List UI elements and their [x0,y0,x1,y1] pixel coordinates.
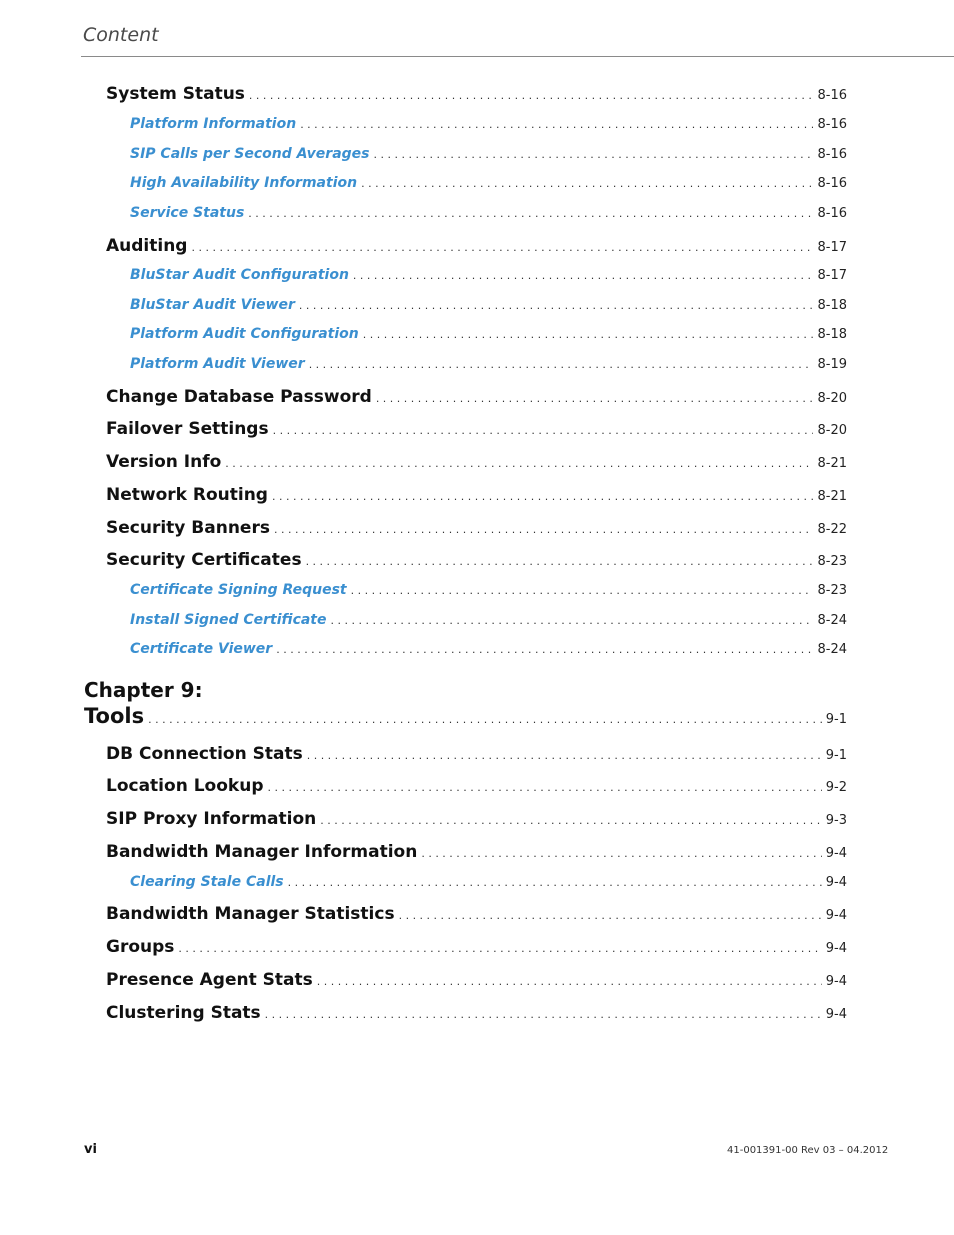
dot-leader [376,392,814,405]
toc-entry-page: 8-24 [817,613,847,628]
toc-entry-auditing[interactable] [106,236,847,256]
dot-leader [273,424,814,437]
dot-leader [317,975,822,988]
toc-entry-page: 9-4 [825,1007,847,1022]
toc-entry-page: 8-16 [817,176,847,191]
toc-entry-title: SIP Proxy Information [106,809,317,829]
toc-entry-platform-audit-viewer[interactable] [130,356,847,372]
toc-entry-page: 8-17 [817,268,847,283]
dot-leader [225,457,813,470]
dot-leader [148,713,822,726]
toc-entry-page: 9-3 [825,813,847,828]
toc-entry-title: Security Banners [106,518,270,538]
dot-leader [288,876,822,889]
dot-leader [307,749,822,762]
chapter-heading: Chapter 9: [84,678,203,702]
toc-entry-sip-calls[interactable] [130,146,847,162]
footer-page-number: vi [84,1142,97,1157]
toc-entry-high-availability[interactable] [130,175,847,191]
dot-leader [267,781,821,794]
dot-leader [361,177,813,190]
toc-entry-page: 8-20 [817,423,847,438]
running-head: Content [83,24,159,46]
footer-document-id: 41-001391-00 Rev 03 – 04.2012 [727,1145,889,1156]
toc-entry-title: Network Routing [106,485,268,505]
toc-entry-page: 8-18 [817,327,847,342]
toc-entry-page: 8-17 [817,240,847,255]
toc-entry-groups[interactable] [106,937,847,957]
dot-leader [249,89,814,102]
toc-entry-page: 8-16 [817,88,847,103]
toc-entry-page: 8-20 [817,391,847,406]
toc-entry-sip-proxy-information[interactable] [106,809,847,829]
toc-entry-title: SIP Calls per Second Averages [130,146,370,162]
toc-entry-page: 9-4 [825,941,847,956]
dot-leader [248,207,813,220]
toc-entry-title: BluStar Audit Configuration [130,267,349,283]
toc-entry-change-database-password[interactable] [106,387,847,407]
toc-entry-install-signed-certificate[interactable] [130,612,847,628]
toc-entry-title: Security Certificates [106,550,302,570]
toc-entry-page: 9-4 [825,908,847,923]
dot-leader [421,847,821,860]
toc-entry-title: High Availability Information [130,175,358,191]
toc-entry-page: 8-23 [817,583,847,598]
toc-entry-page: 8-21 [817,456,847,471]
dot-leader [309,358,814,371]
toc-entry-title: Groups [106,937,175,957]
toc-entry-db-connection-stats[interactable] [106,744,847,764]
toc-entry-platform-audit-configuration[interactable] [130,326,847,342]
dot-leader [353,269,814,282]
toc-entry-security-banners[interactable] [106,518,847,538]
toc-entry-title: Install Signed Certificate [130,612,327,628]
toc-entry-title: Certificate Signing Request [130,582,347,598]
toc-entry-page: 8-24 [817,642,847,657]
toc-entry-page: 9-4 [825,846,847,861]
toc-entry-title: Version Info [106,452,222,472]
toc-entry-title: System Status [106,84,245,104]
toc-entry-page: 9-1 [825,748,847,763]
toc-entry-network-routing[interactable] [106,485,847,505]
toc-entry-title: Clearing Stale Calls [130,874,284,890]
toc-entry-title: Tools [84,704,145,728]
toc-entry-title: Failover Settings [106,419,269,439]
toc-entry-page: 9-4 [825,875,847,890]
dot-leader [399,909,822,922]
toc-entry-title: Change Database Password [106,387,372,407]
toc-entry-clearing-stale-calls[interactable] [130,874,847,890]
dot-leader [300,118,813,131]
toc-entry-title: Certificate Viewer [130,641,273,657]
toc-entry-page: 8-22 [817,522,847,537]
toc-entry-title: DB Connection Stats [106,744,303,764]
toc-entry-version-info[interactable] [106,452,847,472]
toc-entry-page: 8-16 [817,147,847,162]
toc-entry-title: Location Lookup [106,776,264,796]
toc-entry-title: Bandwidth Manager Information [106,842,418,862]
toc-entry-blustar-audit-configuration[interactable] [130,267,847,283]
toc-entry-bandwidth-manager-information[interactable] [106,842,847,862]
toc-entry-page: 8-21 [817,489,847,504]
toc-entry-certificate-viewer[interactable] [130,641,847,657]
toc-entry-chapter-tools[interactable] [84,704,847,728]
dot-leader [274,523,814,536]
dot-leader [178,942,821,955]
dot-leader [374,148,814,161]
toc-entry-service-status[interactable] [130,205,847,221]
toc-entry-system-status[interactable] [106,84,847,104]
header-rule [81,56,954,57]
toc-entry-page: 8-16 [817,206,847,221]
toc-entry-certificate-signing-request[interactable] [130,582,847,598]
toc-entry-page: 9-1 [825,712,847,727]
toc-entry-platform-information[interactable] [130,116,847,132]
dot-leader [331,614,814,627]
dot-leader [363,328,814,341]
toc-entry-page: 8-19 [817,357,847,372]
toc-entry-title: Platform Audit Configuration [130,326,359,342]
toc-entry-failover-settings[interactable] [106,419,847,439]
toc-entry-page: 8-18 [817,298,847,313]
toc-entry-title: Presence Agent Stats [106,970,313,990]
toc-entry-title: Auditing [106,236,188,256]
toc-entry-page: 9-4 [825,974,847,989]
toc-entry-title: Platform Information [130,116,297,132]
dot-leader [299,299,814,312]
toc-entry-page: 9-2 [825,780,847,795]
toc-entry-title: BluStar Audit Viewer [130,297,295,313]
toc-entry-page: 8-16 [817,117,847,132]
toc-entry-security-certificates[interactable] [106,550,847,570]
toc-entry-page: 8-23 [817,554,847,569]
toc-entry-presence-agent-stats[interactable] [106,970,847,990]
toc-entry-location-lookup[interactable] [106,776,847,796]
toc-entry-title: Bandwidth Manager Statistics [106,904,395,924]
toc-entry-bandwidth-manager-statistics[interactable] [106,904,847,924]
dot-leader [265,1008,822,1021]
toc-entry-blustar-audit-viewer[interactable] [130,297,847,313]
dot-leader [191,241,813,254]
toc-entry-title: Platform Audit Viewer [130,356,305,372]
dot-leader [272,490,814,503]
dot-leader [351,584,814,597]
toc-entry-title: Service Status [130,205,245,221]
toc-entry-title: Clustering Stats [106,1003,261,1023]
toc-entry-clustering-stats[interactable] [106,1003,847,1023]
dot-leader [320,814,822,827]
dot-leader [276,643,813,656]
dot-leader [306,555,814,568]
